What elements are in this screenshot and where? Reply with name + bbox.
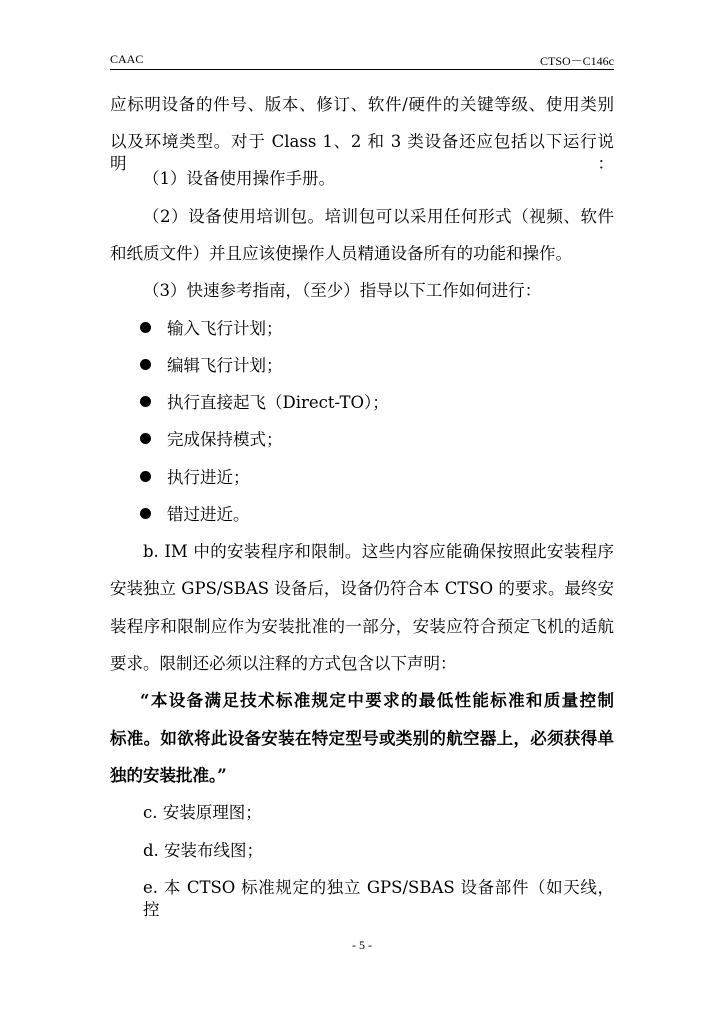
item-2-line-1: （2）设备使用培训包。培训包可以采用任何形式（视频、软件	[143, 207, 614, 226]
bullet-dot-icon	[140, 433, 151, 444]
bullet-item	[140, 355, 283, 377]
bullet-item	[140, 318, 283, 340]
bullet-dot-icon	[140, 396, 151, 407]
bullet-text: 完成保持模式；	[167, 430, 283, 449]
item-2-line-2: 和纸质文件）并且应该使操作人员精通设备所有的功能和操作。	[110, 244, 572, 263]
paragraph-b-line-3: 装程序和限制应作为安装批准的一部分，安装应符合预定飞机的适航	[110, 617, 614, 636]
bullet-dot-icon	[140, 322, 151, 333]
header-right-label: CTSO－C146c	[539, 54, 614, 68]
bullet-text: 执行进近；	[167, 468, 250, 487]
bullet-text: 错过进近。	[167, 505, 250, 524]
bullet-dot-icon	[140, 359, 151, 370]
bullet-text: 编辑飞行计划；	[167, 356, 283, 375]
page-header	[110, 52, 614, 70]
quote-line-3: 独的安装批准。”	[110, 766, 227, 785]
quote-line-2: 标准。如欲将此设备安装在特定型号或类别的航空器上，必须获得单	[110, 729, 614, 748]
header-rule	[110, 69, 614, 70]
bullet-text: 执行直接起飞（Direct-TO）；	[167, 393, 389, 412]
paragraph-b-line-1: b. IM 中的安装程序和限制。这些内容应能确保按照此安装程序	[143, 542, 614, 561]
bullet-item	[140, 392, 389, 414]
bullet-item	[140, 504, 250, 526]
item-e-line-1: e. 本 CTSO 标准规定的独立 GPS/SBAS 设备部件（如天线，控	[143, 878, 614, 919]
bullet-dot-icon	[140, 508, 151, 519]
paragraph-b-line-2: 安装独立 GPS/SBAS 设备后，设备仍符合本 CTSO 的要求。最终安	[110, 579, 614, 598]
bullet-text: 输入飞行计划；	[167, 319, 283, 338]
paragraph-1-line-2: 以及环境类型。对于 Class 1、2 和 3 类设备还应包括以下运行说明：	[110, 132, 614, 173]
bullet-dot-icon	[140, 471, 151, 482]
quote-line-1: “本设备满足技术标准规定中要求的最低性能标准和质量控制	[140, 691, 614, 710]
page-number: - 5 -	[352, 938, 372, 952]
item-d: d. 安装布线图；	[143, 841, 264, 860]
paragraph-1-line-1: 应标明设备的件号、版本、修订、软件/硬件的关键等级、使用类别	[110, 95, 614, 114]
header-left-label: CAAC	[110, 52, 144, 66]
paragraph-b-line-4: 要求。限制还必须以注释的方式包含以下声明：	[110, 654, 457, 673]
bullet-item	[140, 429, 283, 451]
item-c: c. 安装原理图；	[143, 803, 262, 822]
item-3: （3）快速参考指南，（至少）指导以下工作如何进行：	[143, 281, 542, 300]
item-1: （1）设备使用操作手册。	[143, 169, 335, 188]
bullet-item	[140, 467, 250, 489]
